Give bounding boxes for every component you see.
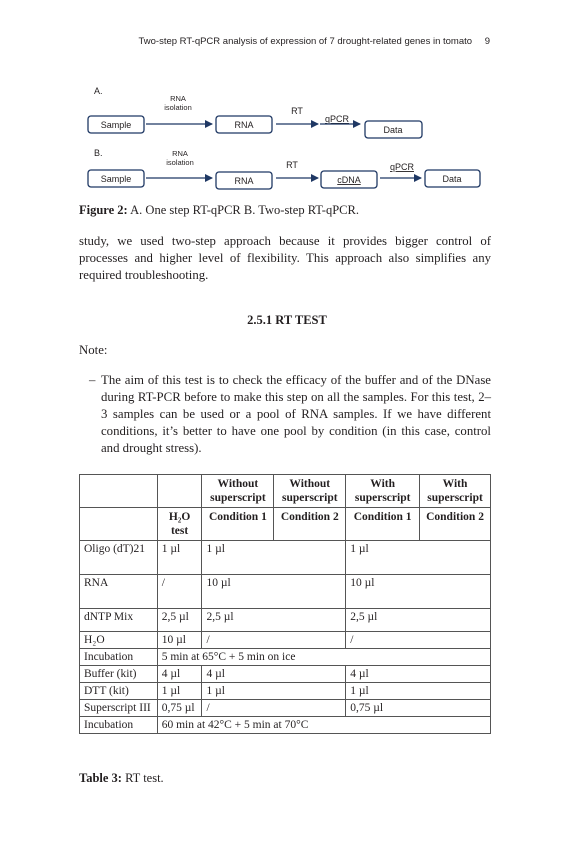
table-header-cell: With superscript bbox=[346, 475, 420, 508]
table-row bbox=[80, 666, 491, 683]
without-cell: 1 µl bbox=[202, 541, 346, 575]
note-bullet bbox=[89, 372, 491, 457]
diagram-b-rt-label: RT bbox=[286, 160, 298, 170]
running-title: Two-step RT-qPCR analysis of expression of 7 drought-related genes in tomato bbox=[138, 36, 473, 47]
diagram-a-qpcr-label: qPCR bbox=[324, 114, 350, 124]
diagram-b-sample-label: Sample bbox=[100, 174, 132, 184]
table-header-cell: Condition 2 bbox=[274, 508, 346, 541]
with-cell: 10 µl bbox=[346, 575, 491, 609]
page-number: 9 bbox=[484, 36, 490, 47]
with-cell: / bbox=[346, 632, 491, 649]
diagram-a-letter: A. bbox=[94, 86, 103, 96]
diagram-a-rt-label: RT bbox=[291, 106, 303, 116]
section-title: 2.5.1 RT TEST bbox=[247, 313, 327, 327]
without-cell: 1 µl bbox=[202, 683, 346, 700]
row-label: DTT (kit) bbox=[80, 683, 158, 700]
without-cell: 10 µl bbox=[202, 575, 346, 609]
figure-caption-label: Figure 2: bbox=[79, 203, 128, 217]
bullet-dash: – bbox=[89, 373, 96, 387]
diagram-a-isolation-line1: RNA bbox=[170, 94, 186, 103]
h2o-cell: 1 µl bbox=[157, 683, 202, 700]
row-label: Buffer (kit) bbox=[80, 666, 158, 683]
without-cell: 4 µl bbox=[202, 666, 346, 683]
diagram-a-data-label: Data bbox=[383, 125, 403, 135]
diagram-b-isolation-line2: isolation bbox=[166, 158, 194, 167]
table-header-cell: Condition 1 bbox=[346, 508, 420, 541]
diagram-b-data-label: Data bbox=[442, 174, 462, 184]
table-row bbox=[80, 575, 491, 609]
with-cell: 2,5 µl bbox=[346, 609, 491, 632]
h2o-cell: 10 µl bbox=[157, 632, 202, 649]
with-cell: 0,75 µl bbox=[346, 700, 491, 717]
h2o-cell: / bbox=[157, 575, 202, 609]
table-header-cell: Condition 1 bbox=[202, 508, 274, 541]
table-header-cell: Without superscript bbox=[274, 475, 346, 508]
table-row bbox=[80, 717, 491, 734]
table-row bbox=[80, 683, 491, 700]
table-header-cell bbox=[80, 508, 158, 541]
table-caption-text: RT test. bbox=[121, 771, 164, 785]
row-label: RNA bbox=[80, 575, 158, 609]
table-row bbox=[80, 541, 491, 575]
table-header-cell: Without superscript bbox=[202, 475, 274, 508]
figure-caption bbox=[79, 203, 359, 218]
table-row bbox=[80, 609, 491, 632]
diagram-b-qpcr-label: qPCR bbox=[389, 162, 415, 172]
running-header bbox=[0, 36, 490, 47]
row-label: Superscript III bbox=[80, 700, 158, 717]
table-header-row bbox=[80, 475, 491, 508]
table-header-cell: H₂O test bbox=[157, 508, 202, 541]
h2o-cell: 0,75 µl bbox=[157, 700, 202, 717]
with-cell: 1 µl bbox=[346, 683, 491, 700]
diagram-a-sample-label: Sample bbox=[100, 120, 132, 130]
h2o-cell: 2,5 µl bbox=[157, 609, 202, 632]
row-label: Oligo (dT)21 bbox=[80, 541, 158, 575]
figure-caption-text: A. One step RT-qPCR B. Two-step RT-qPCR. bbox=[127, 203, 359, 217]
note-label: Note: bbox=[79, 343, 108, 357]
incubation-cell: 60 min at 42°C + 5 min at 70°C bbox=[157, 717, 490, 734]
row-label: Incubation bbox=[80, 717, 158, 734]
table-caption-label: Table 3: bbox=[79, 771, 122, 785]
diagram-b-isolation-line1: RNA bbox=[172, 149, 188, 158]
row-label: Incubation bbox=[80, 649, 158, 666]
row-label: H₂O bbox=[80, 632, 158, 649]
diagram-b-rna-label: RNA bbox=[234, 176, 254, 186]
without-cell: / bbox=[202, 632, 346, 649]
table-header-cell: Condition 2 bbox=[420, 508, 491, 541]
table-header-cell bbox=[157, 475, 202, 508]
bullet-text: The aim of this test is to check the efficacy of the buffer and of the DNase during RT-PCR before to make this step on all the samples. For this test, 2–3 samples can be used or a pool of RNA samples. If we have different conditions, it’s better to have one pool by condition (in this case, control and drought stress). bbox=[101, 373, 491, 455]
body-paragraph: study, we used two-step approach because it provides bigger control of processes and higher level of flexibility. This approach also simplifies any required troubleshooting. bbox=[79, 234, 491, 282]
incubation-cell: 5 min at 65°C + 5 min on ice bbox=[157, 649, 490, 666]
diagram-b-cdna-label: cDNA bbox=[337, 175, 361, 185]
table-row bbox=[80, 649, 491, 666]
h2o-cell: 4 µl bbox=[157, 666, 202, 683]
table-header-cell: With superscript bbox=[420, 475, 491, 508]
rt-test-table bbox=[79, 474, 491, 734]
diagram-b-letter: B. bbox=[94, 148, 103, 158]
table-header-row bbox=[80, 508, 491, 541]
with-cell: 4 µl bbox=[346, 666, 491, 683]
with-cell: 1 µl bbox=[346, 541, 491, 575]
h2o-cell: 1 µl bbox=[157, 541, 202, 575]
row-label: dNTP Mix bbox=[80, 609, 158, 632]
rt-qpcr-diagram bbox=[80, 82, 490, 194]
table-row bbox=[80, 700, 491, 717]
table-header-cell bbox=[80, 475, 158, 508]
without-cell: / bbox=[202, 700, 346, 717]
diagram-a-isolation-line2: isolation bbox=[164, 103, 192, 112]
table-row bbox=[80, 632, 491, 649]
without-cell: 2,5 µl bbox=[202, 609, 346, 632]
diagram-a-rna-label: RNA bbox=[234, 120, 254, 130]
table-caption bbox=[79, 771, 164, 786]
